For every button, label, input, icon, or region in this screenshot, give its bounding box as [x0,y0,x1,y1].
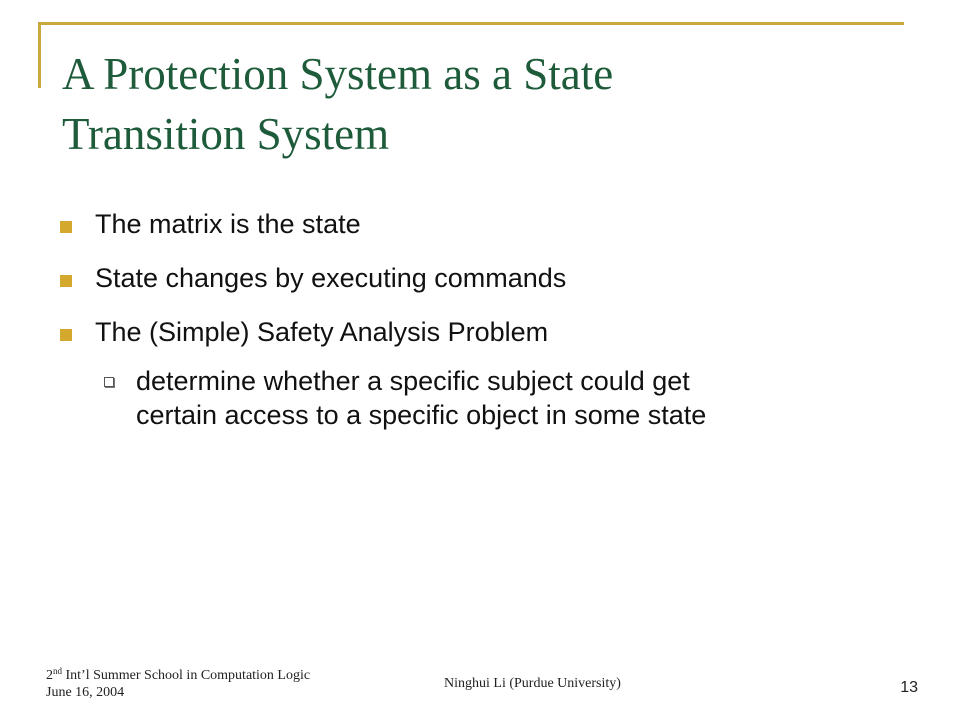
sub-bullet-line-2: certain access to a specific object in some state [136,400,707,430]
footer-author: Ninghui Li (Purdue University) [444,676,621,691]
bullet-list [60,202,920,432]
footer-event [46,663,310,701]
title-line-1: A Protection System as a State [62,49,614,99]
event-ordinal: 2 [46,668,53,683]
page-number: 13 [900,679,918,696]
bullet-item [60,202,920,256]
footer-date: June 16, 2004 [46,685,125,700]
bullet-text: The (Simple) Safety Analysis Problem [95,317,549,347]
slide-title [62,44,922,164]
bullet-item [60,256,920,310]
bullet-text: State changes by executing commands [95,263,567,293]
square-bullet-icon [60,329,72,341]
bullet-item [60,310,920,364]
square-bullet-icon [60,275,72,287]
sub-bullet-line-1: determine whether a specific subject could get [136,366,690,396]
bullet-text: The matrix is the state [95,209,361,239]
event-name: Int’l Summer School in Computation Logic [65,668,311,683]
top-frame-line [38,22,904,25]
event-ordinal-suffix: nd [53,666,62,676]
title-line-2: Transition System [62,109,390,159]
left-frame-line [38,22,41,88]
sub-bullet-item [136,364,920,432]
hollow-square-bullet-icon [104,377,114,387]
square-bullet-icon [60,221,72,233]
